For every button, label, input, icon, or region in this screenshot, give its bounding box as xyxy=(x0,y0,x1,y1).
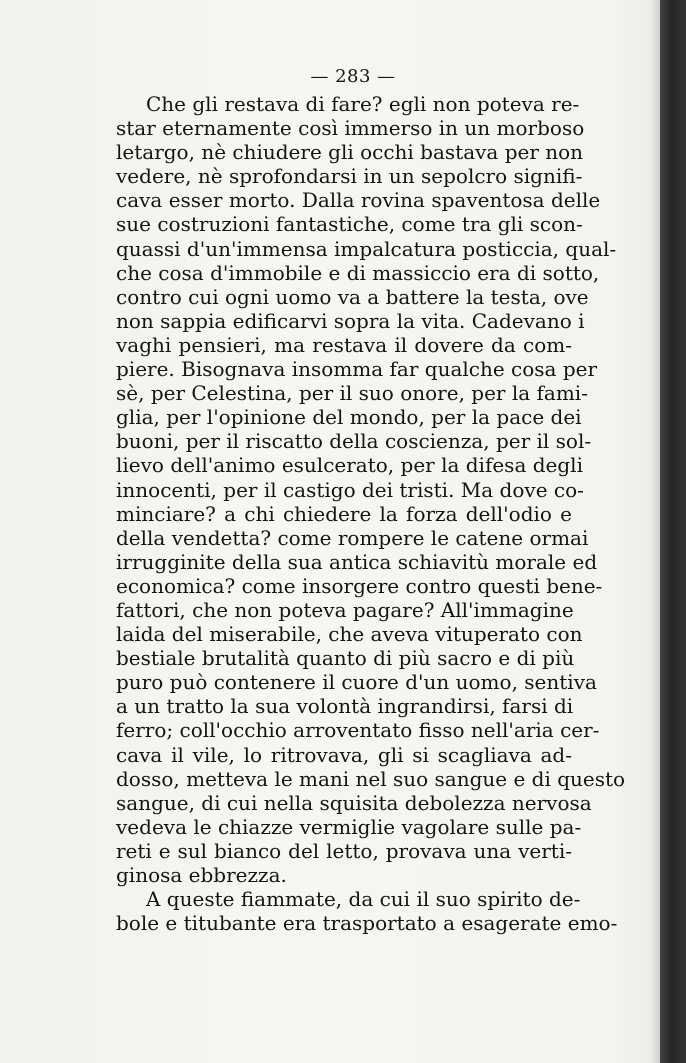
text-line: cava esser morto. Dalla rovina spaventosa delle xyxy=(116,188,601,213)
page-edge xyxy=(660,0,686,1063)
paragraph-2 xyxy=(116,887,618,936)
text-line: star eternamente così immerso in un morboso xyxy=(116,116,585,141)
text-line: lievo dell'animo esulcerato, per la difesa degli xyxy=(116,453,583,478)
text-line: dosso, metteva le mani nel suo sangue e di questo xyxy=(116,766,626,791)
text-line: cava il vile, lo ritrovava, gli si scagliava ad- xyxy=(116,742,572,767)
binding-shadow xyxy=(650,0,660,1063)
text-line: letargo, nè chiudere gli occhi bastava per non xyxy=(116,140,584,165)
text-line: non sappia edificarvi sopra la vita. Cadevano i xyxy=(116,308,585,333)
text-line: sue costruzioni fantastiche, come tra gli scon- xyxy=(116,212,583,237)
text-line: bestiale brutalità quanto di più sacro e di più xyxy=(116,646,575,671)
text-line: a un tratto la sua volontà ingrandirsi, farsi di xyxy=(116,694,574,719)
paragraph-1 xyxy=(116,92,626,887)
text-line: vaghi pensieri, ma restava il dovere da com- xyxy=(116,332,572,357)
text-line: laida del miserabile, che aveva vituperato con xyxy=(116,622,583,647)
text-line: contro cui ogni uomo va a battere la testa, ove xyxy=(116,284,589,309)
body-text xyxy=(116,92,626,936)
text-line: quassi d'un'immensa impalcatura posticcia, qual- xyxy=(116,236,617,261)
text-line: fattori, che non poteva pagare? All'immagine xyxy=(116,597,574,622)
text-line: innocenti, per il castigo dei tristi. Ma dove co- xyxy=(116,477,584,502)
text-line: reti e sul bianco del letto, provava una verti- xyxy=(116,838,572,863)
text-line: A queste fiammate, da cui il suo spirito de- xyxy=(146,887,581,912)
text-line: puro può contenere il cuore d'un uomo, sentiva xyxy=(116,670,597,695)
text-line: della vendetta? come rompere le catene ormai xyxy=(116,525,589,550)
text-line: glia, per l'opinione del mondo, per la pace dei xyxy=(116,405,582,430)
text-line: buoni, per il riscatto della coscienza, per il sol- xyxy=(116,429,592,454)
text-line: Che gli restava di fare? egli non poteva re- xyxy=(146,92,580,116)
text-line: bole e titubante era trasportato a esagerate emo- xyxy=(116,911,618,936)
text-line: ferro; coll'occhio arroventato fisso nell'aria cer- xyxy=(116,718,600,743)
text-line: ginosa ebbrezza. xyxy=(116,863,287,887)
text-line: vedere, nè sprofondarsi in un sepolcro signifi- xyxy=(116,164,583,189)
page-number: — 283 — xyxy=(310,66,396,87)
text-line: sè, per Celestina, per il suo onore, per la fami- xyxy=(116,381,588,406)
text-line: sangue, di cui nella squisita debolezza nervosa xyxy=(116,790,592,815)
text-line: vedeva le chiazze vermiglie vagolare sulle pa- xyxy=(116,814,582,839)
text-line: che cosa d'immobile e di massiccio era di sotto, xyxy=(116,260,600,285)
text-line: irrugginite della sua antica schiavitù morale ed xyxy=(116,549,598,574)
text-line: piere. Bisognava insomma far qualche cosa per xyxy=(116,357,598,382)
text-line: minciare? a chi chiedere la forza dell'odio e xyxy=(116,501,572,526)
text-line: economica? come insorgere contro questi bene- xyxy=(116,573,603,598)
